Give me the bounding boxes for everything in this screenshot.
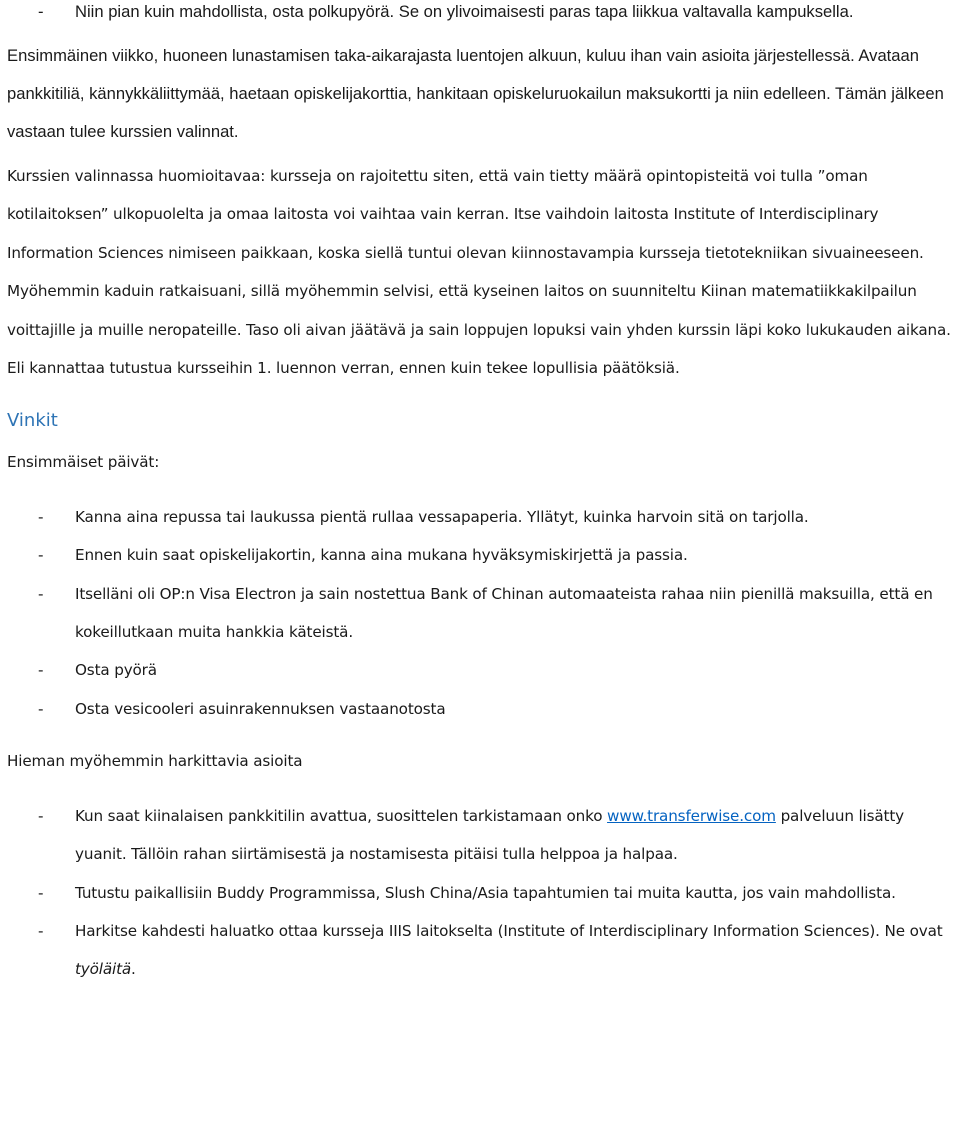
list-item bbox=[0, 690, 960, 728]
paragraph-first-week: Ensimmäinen viikko, huoneen lunastamisen taka-aikarajasta luentojen alkuun, kuluu ihan vain asioita järjestellessä. Avataan pankkitiliä, kännykkäliittymää, haetaan opiskelijakorttia, hankitaan opiskeluruokailun maksukortti ja niin edelleen. Tämän jälkeen vastaan tulee kurssien valinnat. bbox=[7, 46, 944, 141]
list-item bbox=[0, 912, 960, 989]
list-dash: - bbox=[38, 507, 44, 526]
transferwise-link[interactable]: www.transferwise.com bbox=[607, 806, 776, 825]
list-later bbox=[0, 797, 960, 989]
paragraph-courses: Kurssien valinnassa huomioitavaa: kursseja on rajoitettu siten, että vain tietty määrä opintopisteitä voi tulla ”oman kotilaitoksen” ulkopuolelta ja omaa laitosta voi vaihtaa vain kerran. Itse vaihdoin laitosta Institute of Interdisciplinary Information Sciences nimiseen paikkaan, koska siellä tuntui olevan kiinnostavampia kursseja tietotekniikan sivuaineeseen. Myöhemmin kaduin ratkaisuani, sillä myöhemmin selvisi, että kyseinen laitos on suunniteltu Kiinan matematiikkakilpailun voittajille ja muille neropateille. Taso oli aivan jäätävä ja sain loppujen lopuksi vain yhden kurssin läpi koko lukukauden aikana. Eli kannattaa tutustua kursseihin 1. luennon verran, ennen kuin tekee lopullisia päätöksiä. bbox=[7, 167, 951, 378]
list-item-text: Osta pyörä bbox=[75, 661, 157, 680]
list-item-text-part: Kun saat kiinalaisen pankkitilin avattua, suosittelen tarkistamaan onko bbox=[75, 806, 608, 825]
list-dash: - bbox=[38, 921, 44, 940]
list-dash: - bbox=[38, 699, 44, 718]
subheading-later: Hieman myöhemmin harkittavia asioita bbox=[7, 752, 303, 771]
list-dash: - bbox=[38, 661, 44, 680]
list-item-text-part: palveluun lisätty yuanit. Tällöin rahan siirtämisestä ja nostamisesta pitäisi tulla helppoa ja halpaa. bbox=[75, 806, 904, 864]
list-first-days bbox=[0, 498, 960, 728]
list-item bbox=[0, 797, 960, 874]
list-item-text: Niin pian kuin mahdollista, osta polkupyörä. Se on ylivoimaisesti paras tapa liikkua valtavalla kampuksella. bbox=[75, 2, 854, 21]
list-item-text: Itselläni oli OP:n Visa Electron ja sain nostettua Bank of Chinan automaateista rahaa niin pienillä maksuilla, että en kokeillutkaan muita hankkia käteistä. bbox=[75, 584, 933, 642]
list-dash: - bbox=[38, 883, 44, 902]
list-dash: - bbox=[38, 584, 44, 603]
list-item-text: Tutustu paikallisiin Buddy Programmissa, Slush China/Asia tapahtumien tai muita kautta, jos vain mahdollista. bbox=[75, 883, 896, 902]
list-item-text: Kanna aina repussa tai laukussa pientä rullaa vessapaperia. Yllätyt, kuinka harvoin sitä on tarjolla. bbox=[75, 507, 809, 526]
section-heading-tips: Vinkit bbox=[7, 410, 58, 432]
list-item bbox=[0, 575, 960, 652]
list-item bbox=[0, 0, 960, 31]
emphasis-text: työläitä bbox=[75, 960, 132, 979]
list-item-text: Ennen kuin saat opiskelijakortin, kanna aina mukana hyväksymiskirjettä ja passia. bbox=[75, 546, 688, 565]
list-dash: - bbox=[38, 546, 44, 565]
list-item bbox=[0, 536, 960, 574]
list-item bbox=[0, 498, 960, 536]
list-item-text-part: . bbox=[131, 960, 136, 979]
list-dash: - bbox=[38, 806, 44, 825]
list-dash: - bbox=[38, 2, 44, 21]
list-item bbox=[0, 651, 960, 689]
list-item-text: Osta vesicooleri asuinrakennuksen vastaanotosta bbox=[75, 699, 446, 718]
list-item bbox=[0, 874, 960, 912]
list-item-text-part: Harkitse kahdesti haluatko ottaa kursseja IIIS laitokselta (Institute of Interdisciplinary Information Sciences). Ne ovat bbox=[75, 921, 943, 940]
subheading-first-days: Ensimmäiset päivät: bbox=[7, 453, 160, 472]
